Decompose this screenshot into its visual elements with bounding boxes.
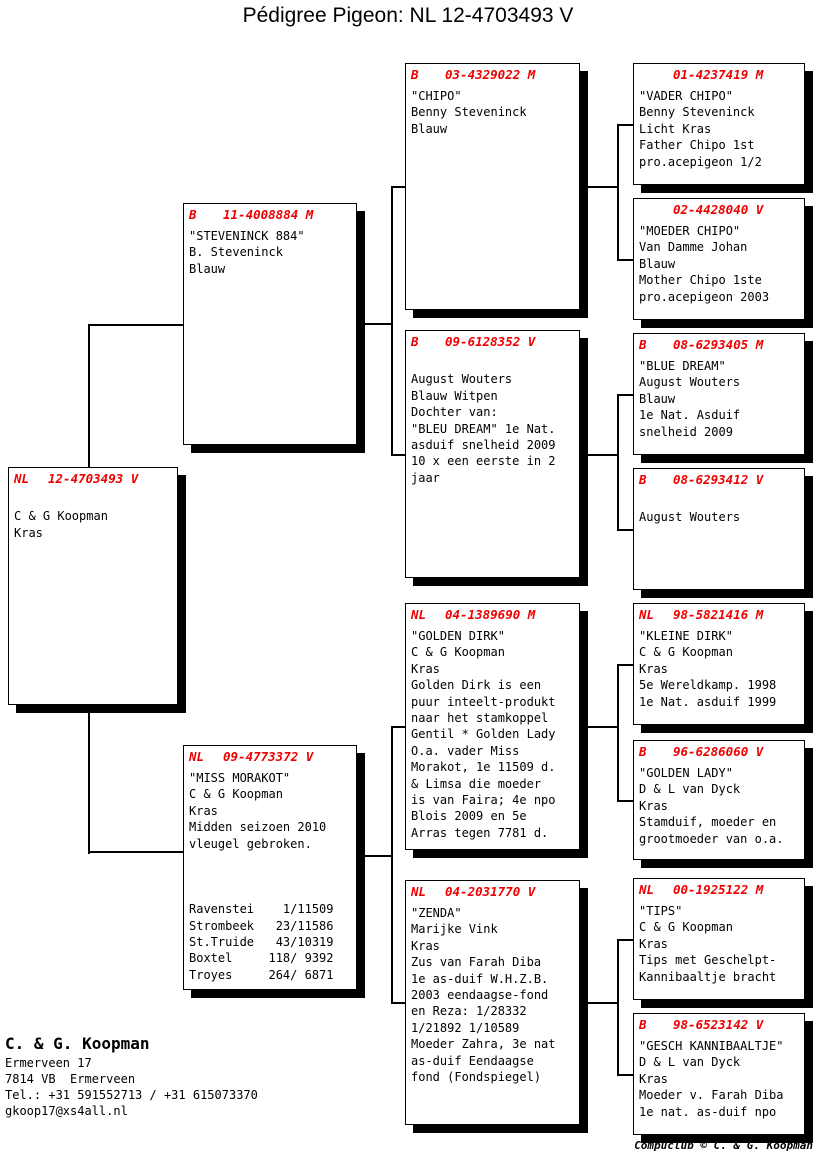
pedigree-text-line: August Wouters bbox=[639, 510, 741, 525]
connector-line bbox=[580, 454, 619, 456]
pedigree-text-line: "ZENDA" bbox=[411, 906, 462, 920]
pedigree-text-line: D & L van Dyck bbox=[639, 782, 741, 797]
pedigree-box-f bbox=[183, 203, 357, 445]
pedigree-text-line: Mother Chipo 1ste bbox=[639, 273, 762, 288]
pedigree-text-line: Kras bbox=[639, 936, 668, 951]
pedigree-text-line: Zus van Farah Diba bbox=[411, 955, 542, 970]
pedigree-text-line: 1e as-duif W.H.Z.B. bbox=[411, 971, 549, 986]
connector-line bbox=[617, 124, 619, 261]
country-code: B bbox=[639, 1017, 647, 1032]
pedigree-text-line: C & G Koopman bbox=[189, 787, 283, 802]
pedigree-box-fm bbox=[405, 330, 580, 578]
ring-number: 00-1925122 M bbox=[673, 882, 764, 897]
pedigree-text-line: Blauw Witpen bbox=[411, 388, 498, 403]
pedigree-text-line: August Wouters bbox=[411, 372, 513, 387]
pedigree-text-line: Kras bbox=[14, 525, 43, 540]
pedigree-text-line: "GESCH KANNIBAALTJE" bbox=[639, 1039, 784, 1053]
pedigree-text-line: C & G Koopman bbox=[411, 645, 505, 660]
pedigree-text-line: snelheid 2009 bbox=[639, 424, 733, 439]
pedigree-box-mf bbox=[405, 603, 580, 850]
pedigree-text-line: "BLEU DREAM" 1e Nat. bbox=[411, 421, 556, 436]
country-code: NL bbox=[639, 882, 655, 897]
pedigree-text-line: Boxtel 118/ 9392 bbox=[189, 951, 334, 966]
pedigree-text-line: Kras bbox=[639, 661, 668, 676]
pedigree-text-line: "STEVENINCK 884" bbox=[189, 229, 305, 243]
pedigree-text-line: as-duif Eendaagse bbox=[411, 1053, 534, 1068]
pedigree-text-line: Kras bbox=[411, 938, 440, 953]
connector-line bbox=[617, 394, 619, 531]
pedigree-text-line: 1/21892 1/10589 bbox=[411, 1020, 520, 1035]
pedigree-text-line: Ravenstei 1/11509 bbox=[189, 902, 334, 917]
ring-header bbox=[639, 882, 799, 897]
pedigree-text-line bbox=[411, 355, 574, 371]
pedigree-text-line: 1e nat. as-duif npo bbox=[639, 1104, 777, 1119]
ring-header bbox=[411, 334, 574, 349]
pedigree-text-line: C & G Koopman bbox=[639, 920, 733, 935]
pedigree-text-line: & Limsa die moeder bbox=[411, 776, 542, 791]
ring-number: 02-4428040 V bbox=[673, 202, 764, 217]
ring-number: 03-4329022 M bbox=[445, 67, 536, 82]
ring-header bbox=[189, 207, 351, 222]
ring-header bbox=[639, 67, 799, 82]
pedigree-text-line: Blauw bbox=[639, 256, 676, 271]
country-code: B bbox=[639, 337, 647, 352]
owner-phone: Tel.: +31 591552713 / +31 615073370 bbox=[5, 1088, 258, 1102]
pedigree-text-line: "KLEINE DIRK" bbox=[639, 629, 733, 643]
pedigree-text-line: Kras bbox=[189, 803, 218, 818]
page-title: Pédigree Pigeon: NL 12-4703493 V bbox=[242, 4, 574, 27]
country-code: NL bbox=[411, 884, 427, 899]
pedigree-text-line bbox=[14, 492, 172, 508]
connector-line bbox=[617, 664, 619, 802]
pedigree-text-line: Strombeek 23/11586 bbox=[189, 918, 334, 933]
pedigree-text-line: C & G Koopman bbox=[639, 645, 733, 660]
pedigree-text-line: 2003 eendaagse-fond bbox=[411, 987, 549, 1002]
pedigree-text-line: Blauw bbox=[639, 391, 676, 406]
pedigree-text-line: D & L van Dyck bbox=[639, 1055, 741, 1070]
pedigree-box-fmm bbox=[633, 468, 805, 590]
pedigree-box-mff bbox=[633, 603, 805, 725]
pedigree-text-line: B. Steveninck bbox=[189, 245, 283, 260]
ring-header bbox=[639, 1017, 799, 1032]
connector-line bbox=[357, 323, 393, 325]
country-code: NL bbox=[14, 471, 30, 486]
pedigree-box-m bbox=[183, 745, 357, 990]
pedigree-text-line bbox=[189, 868, 351, 884]
pedigree-text-line: pro.acepigeon 2003 bbox=[639, 289, 770, 304]
pedigree-box-mfm bbox=[633, 740, 805, 860]
ring-number: 09-4773372 V bbox=[223, 749, 314, 764]
connector-line bbox=[357, 855, 393, 857]
ring-number: 96-6286060 V bbox=[673, 744, 764, 759]
pedigree-text-line: puur inteelt-produkt bbox=[411, 694, 556, 709]
pedigree-text-line: Benny Steveninck bbox=[639, 105, 755, 120]
ring-header bbox=[639, 472, 799, 487]
ring-header bbox=[411, 884, 574, 899]
pedigree-text-line: Blois 2009 en 5e bbox=[411, 809, 527, 824]
pedigree-text-line: Father Chipo 1st bbox=[639, 138, 755, 153]
pedigree-text-line: jaar bbox=[411, 470, 440, 485]
pedigree-text-line: "BLUE DREAM" bbox=[639, 359, 726, 373]
pedigree-text-line: 10 x een eerste in 2 bbox=[411, 454, 556, 469]
country-code: B bbox=[639, 744, 647, 759]
ring-header bbox=[411, 67, 574, 82]
pedigree-text-line: "MISS MORAKOT" bbox=[189, 771, 291, 785]
ring-header bbox=[189, 749, 351, 764]
country-code: B bbox=[411, 334, 419, 349]
pedigree-text-line: C & G Koopman bbox=[14, 509, 108, 524]
owner-contact-block bbox=[5, 1033, 258, 1119]
pedigree-text-line: Gentil * Golden Lady bbox=[411, 727, 556, 742]
ring-number: 08-6293405 M bbox=[673, 337, 764, 352]
ring-number: 98-5821416 M bbox=[673, 607, 764, 622]
pedigree-text-line: Golden Dirk is een bbox=[411, 678, 542, 693]
pedigree-text-line: "VADER CHIPO" bbox=[639, 89, 733, 103]
pedigree-text-line: Tips met Geschelpt- bbox=[639, 953, 777, 968]
ring-header bbox=[411, 607, 574, 622]
pedigree-text-line: is van Faira; 4e npo bbox=[411, 792, 556, 807]
ring-header bbox=[639, 337, 799, 352]
owner-address-line: 7814 VB Ermerveen bbox=[5, 1072, 136, 1086]
pedigree-text-line: naar het stamkoppel bbox=[411, 710, 549, 725]
pedigree-text-line: 1e Nat. Asduif bbox=[639, 408, 741, 423]
pedigree-text-line: Moeder Zahra, 3e nat bbox=[411, 1037, 556, 1052]
pedigree-text-line: Morakot, 1e 11509 d. bbox=[411, 760, 556, 775]
ring-header bbox=[14, 471, 172, 486]
pedigree-box-ffm bbox=[633, 198, 805, 320]
pedigree-text-line: 5e Wereldkamp. 1998 bbox=[639, 678, 777, 693]
connector-line bbox=[580, 186, 619, 188]
country-code: NL bbox=[189, 749, 205, 764]
owner-address-line: Ermerveen 17 bbox=[5, 1056, 92, 1070]
pedigree-text-line: Marijke Vink bbox=[411, 922, 498, 937]
pedigree-text-line bbox=[189, 885, 351, 901]
pedigree-text-line: Benny Steveninck bbox=[411, 105, 527, 120]
ring-header bbox=[639, 202, 799, 217]
country-code: B bbox=[189, 207, 197, 222]
pedigree-text-line: "MOEDER CHIPO" bbox=[639, 224, 741, 238]
ring-number: 08-6293412 V bbox=[673, 472, 764, 487]
pedigree-text-line: "GOLDEN DIRK" bbox=[411, 629, 505, 643]
pedigree-text-line: pro.acepigeon 1/2 bbox=[639, 154, 762, 169]
pedigree-text-line: Kras bbox=[639, 1071, 668, 1086]
ring-header bbox=[639, 744, 799, 759]
ring-number: 98-6523142 V bbox=[673, 1017, 764, 1032]
pedigree-text-line: asduif snelheid 2009 bbox=[411, 437, 556, 452]
pedigree-text-line: St.Truide 43/10319 bbox=[189, 934, 334, 949]
ring-number: 04-1389690 M bbox=[445, 607, 536, 622]
pedigree-text-line: Dochter van: bbox=[411, 405, 498, 420]
watermark-credit: Compuclub © C. & G. Koopman bbox=[634, 1139, 813, 1152]
pedigree-box-mmf bbox=[633, 878, 805, 1000]
pedigree-text-line: grootmoeder van o.a. bbox=[639, 831, 784, 846]
country-code: NL bbox=[411, 607, 427, 622]
pedigree-text-line: Stamduif, moeder en bbox=[639, 815, 777, 830]
pedigree-box-mm bbox=[405, 880, 580, 1125]
ring-number: 09-6128352 V bbox=[445, 334, 536, 349]
pedigree-text-line: Arras tegen 7781 d. bbox=[411, 825, 549, 840]
pedigree-text-line: Troyes 264/ 6871 bbox=[189, 967, 334, 982]
connector-line bbox=[88, 851, 185, 853]
pedigree-text-line: Licht Kras bbox=[639, 121, 712, 136]
ring-number: 12-4703493 V bbox=[48, 471, 139, 486]
pedigree-text-line: Blauw bbox=[411, 121, 448, 136]
pedigree-text-line: "GOLDEN LADY" bbox=[639, 766, 733, 780]
pedigree-text-line: Midden seizoen 2010 bbox=[189, 820, 327, 835]
ring-header bbox=[639, 607, 799, 622]
pedigree-text-line bbox=[189, 852, 351, 868]
pedigree-text-line: 1e Nat. asduif 1999 bbox=[639, 694, 777, 709]
pedigree-text-line: "TIPS" bbox=[639, 904, 683, 918]
pedigree-text-line: Kannibaaltje bracht bbox=[639, 969, 777, 984]
connector-line bbox=[391, 726, 393, 1004]
pedigree-box-fff bbox=[633, 63, 805, 185]
ring-number: 04-2031770 V bbox=[445, 884, 536, 899]
ring-number: 11-4008884 M bbox=[223, 207, 314, 222]
pedigree-text-line: August Wouters bbox=[639, 375, 741, 390]
pedigree-box-ff bbox=[405, 63, 580, 310]
connector-line bbox=[617, 939, 619, 1076]
pedigree-text-line: O.a. vader Miss bbox=[411, 743, 520, 758]
country-code: B bbox=[639, 472, 647, 487]
pedigree-text-line: fond (Fondspiegel) bbox=[411, 1069, 542, 1084]
pedigree-text-line: Van Damme Johan bbox=[639, 240, 748, 255]
pedigree-text-line: Kras bbox=[639, 798, 668, 813]
pedigree-text-line bbox=[639, 493, 799, 509]
pedigree-box-subject bbox=[8, 467, 178, 705]
pedigree-text-line: Blauw bbox=[189, 261, 226, 276]
pedigree-box-mmm bbox=[633, 1013, 805, 1135]
connector-line bbox=[580, 1002, 619, 1004]
ring-number: 01-4237419 M bbox=[673, 67, 764, 82]
connector-line bbox=[391, 186, 393, 456]
pedigree-text-line: en Reza: 1/28332 bbox=[411, 1004, 527, 1019]
owner-name: C. & G. Koopman bbox=[5, 1034, 150, 1053]
connector-line bbox=[580, 726, 619, 728]
pedigree-box-fmf bbox=[633, 333, 805, 455]
owner-email: gkoop17@xs4all.nl bbox=[5, 1104, 128, 1118]
country-code: NL bbox=[639, 607, 655, 622]
pedigree-text-line: vleugel gebroken. bbox=[189, 836, 312, 851]
connector-line bbox=[88, 324, 185, 326]
country-code: B bbox=[411, 67, 419, 82]
pedigree-text-line: Kras bbox=[411, 661, 440, 676]
pedigree-text-line: Moeder v. Farah Diba bbox=[639, 1088, 784, 1103]
pedigree-text-line: "CHIPO" bbox=[411, 89, 462, 103]
